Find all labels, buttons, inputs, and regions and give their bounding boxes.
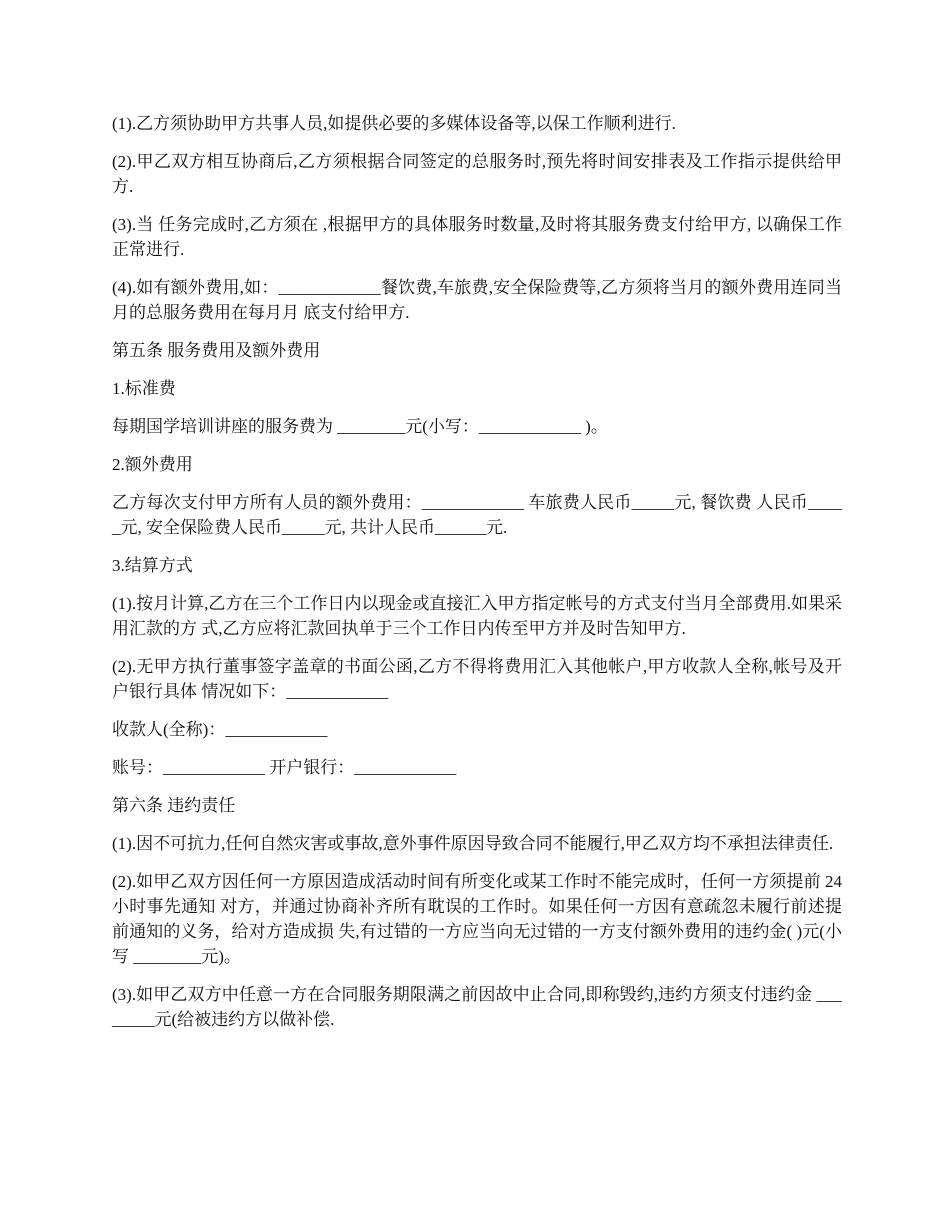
- document-body: [112, 111, 842, 1045]
- settlement-heading: 3.结算方式: [112, 556, 193, 575]
- clause-5-item-3: (3).当 任务完成时,乙方须在 ,根据甲方的具体服务时数量,及时将其服务费支付给甲方, 以确保工作正常进行.: [112, 215, 842, 259]
- clause-5-item-2: (2).甲乙双方相互协商后,乙方须根据合同签定的总服务时,预先将时间安排表及工作指示提供给甲方.: [112, 152, 842, 196]
- settlement-item-1: (1).按月计算,乙方在三个工作日内以现金或直接汇入甲方指定帐号的方式支付当月全部费用.如果采用汇款的方 式,乙方应将汇款回执单于三个工作日内传至甲方并及时告知甲方.: [112, 594, 842, 638]
- extra-fee-heading: 2.额外费用: [112, 455, 193, 474]
- settlement-item-2: (2).无甲方执行董事签字盖章的书面公函,乙方不得将费用汇入其他帐户,甲方收款人全称,帐号及开户银行具体 情况如下：____________: [112, 657, 842, 701]
- payee-name-line: 收款人(全称)：____________: [112, 720, 328, 739]
- clause-5-item-4: (4).如有额外费用,如：____________餐饮费,车旅费,安全保险费等,乙方须将当月的额外费用连同当月的总服务费用在每月月 底支付给甲方.: [112, 278, 842, 322]
- account-bank-line: 账号：____________ 开户银行：____________: [112, 758, 457, 777]
- liability-item-2: (2).如甲乙双方因任何一方原因造成活动时间有所变化或某工作时不能完成时，任何一方须提前 24 小时事先通知 对方，并通过协商补齐所有耽误的工作时。如果任何一方因有意疏忽未履行前述提前通知的义务，给对方造成损 失,有过错的一方应当向无过错的一方支付额外费用的违约金( )元(小写 ________元)。: [112, 872, 842, 966]
- liability-item-3: (3).如甲乙双方中任意一方在合同服务期限满之前因故中止合同,即称毁约,违约方须支付违约金 ________元(给被违约方以做补偿.: [112, 985, 842, 1029]
- article-5-heading: 第五条 服务费用及额外费用: [112, 341, 321, 360]
- clause-5-item-1: (1).乙方须协助甲方共事人员,如提供必要的多媒体设备等,以保工作顺利进行.: [112, 114, 676, 133]
- liability-item-1: (1).因不可抗力,任何自然灾害或事故,意外事件原因导致合同不能履行,甲乙双方均不承担法律责任.: [112, 834, 834, 853]
- standard-fee-heading: 1.标准费: [112, 379, 176, 398]
- extra-fee-text: 乙方每次支付甲方所有人员的额外费用：____________ 车旅费人民币_____元, 餐饮费 人民币_____元, 安全保险费人民币_____元, 共计人民币______元.: [112, 493, 842, 537]
- article-6-heading: 第六条 违约责任: [112, 796, 236, 815]
- standard-fee-text: 每期国学培训讲座的服务费为 ________元(小写：____________ )。: [112, 417, 608, 436]
